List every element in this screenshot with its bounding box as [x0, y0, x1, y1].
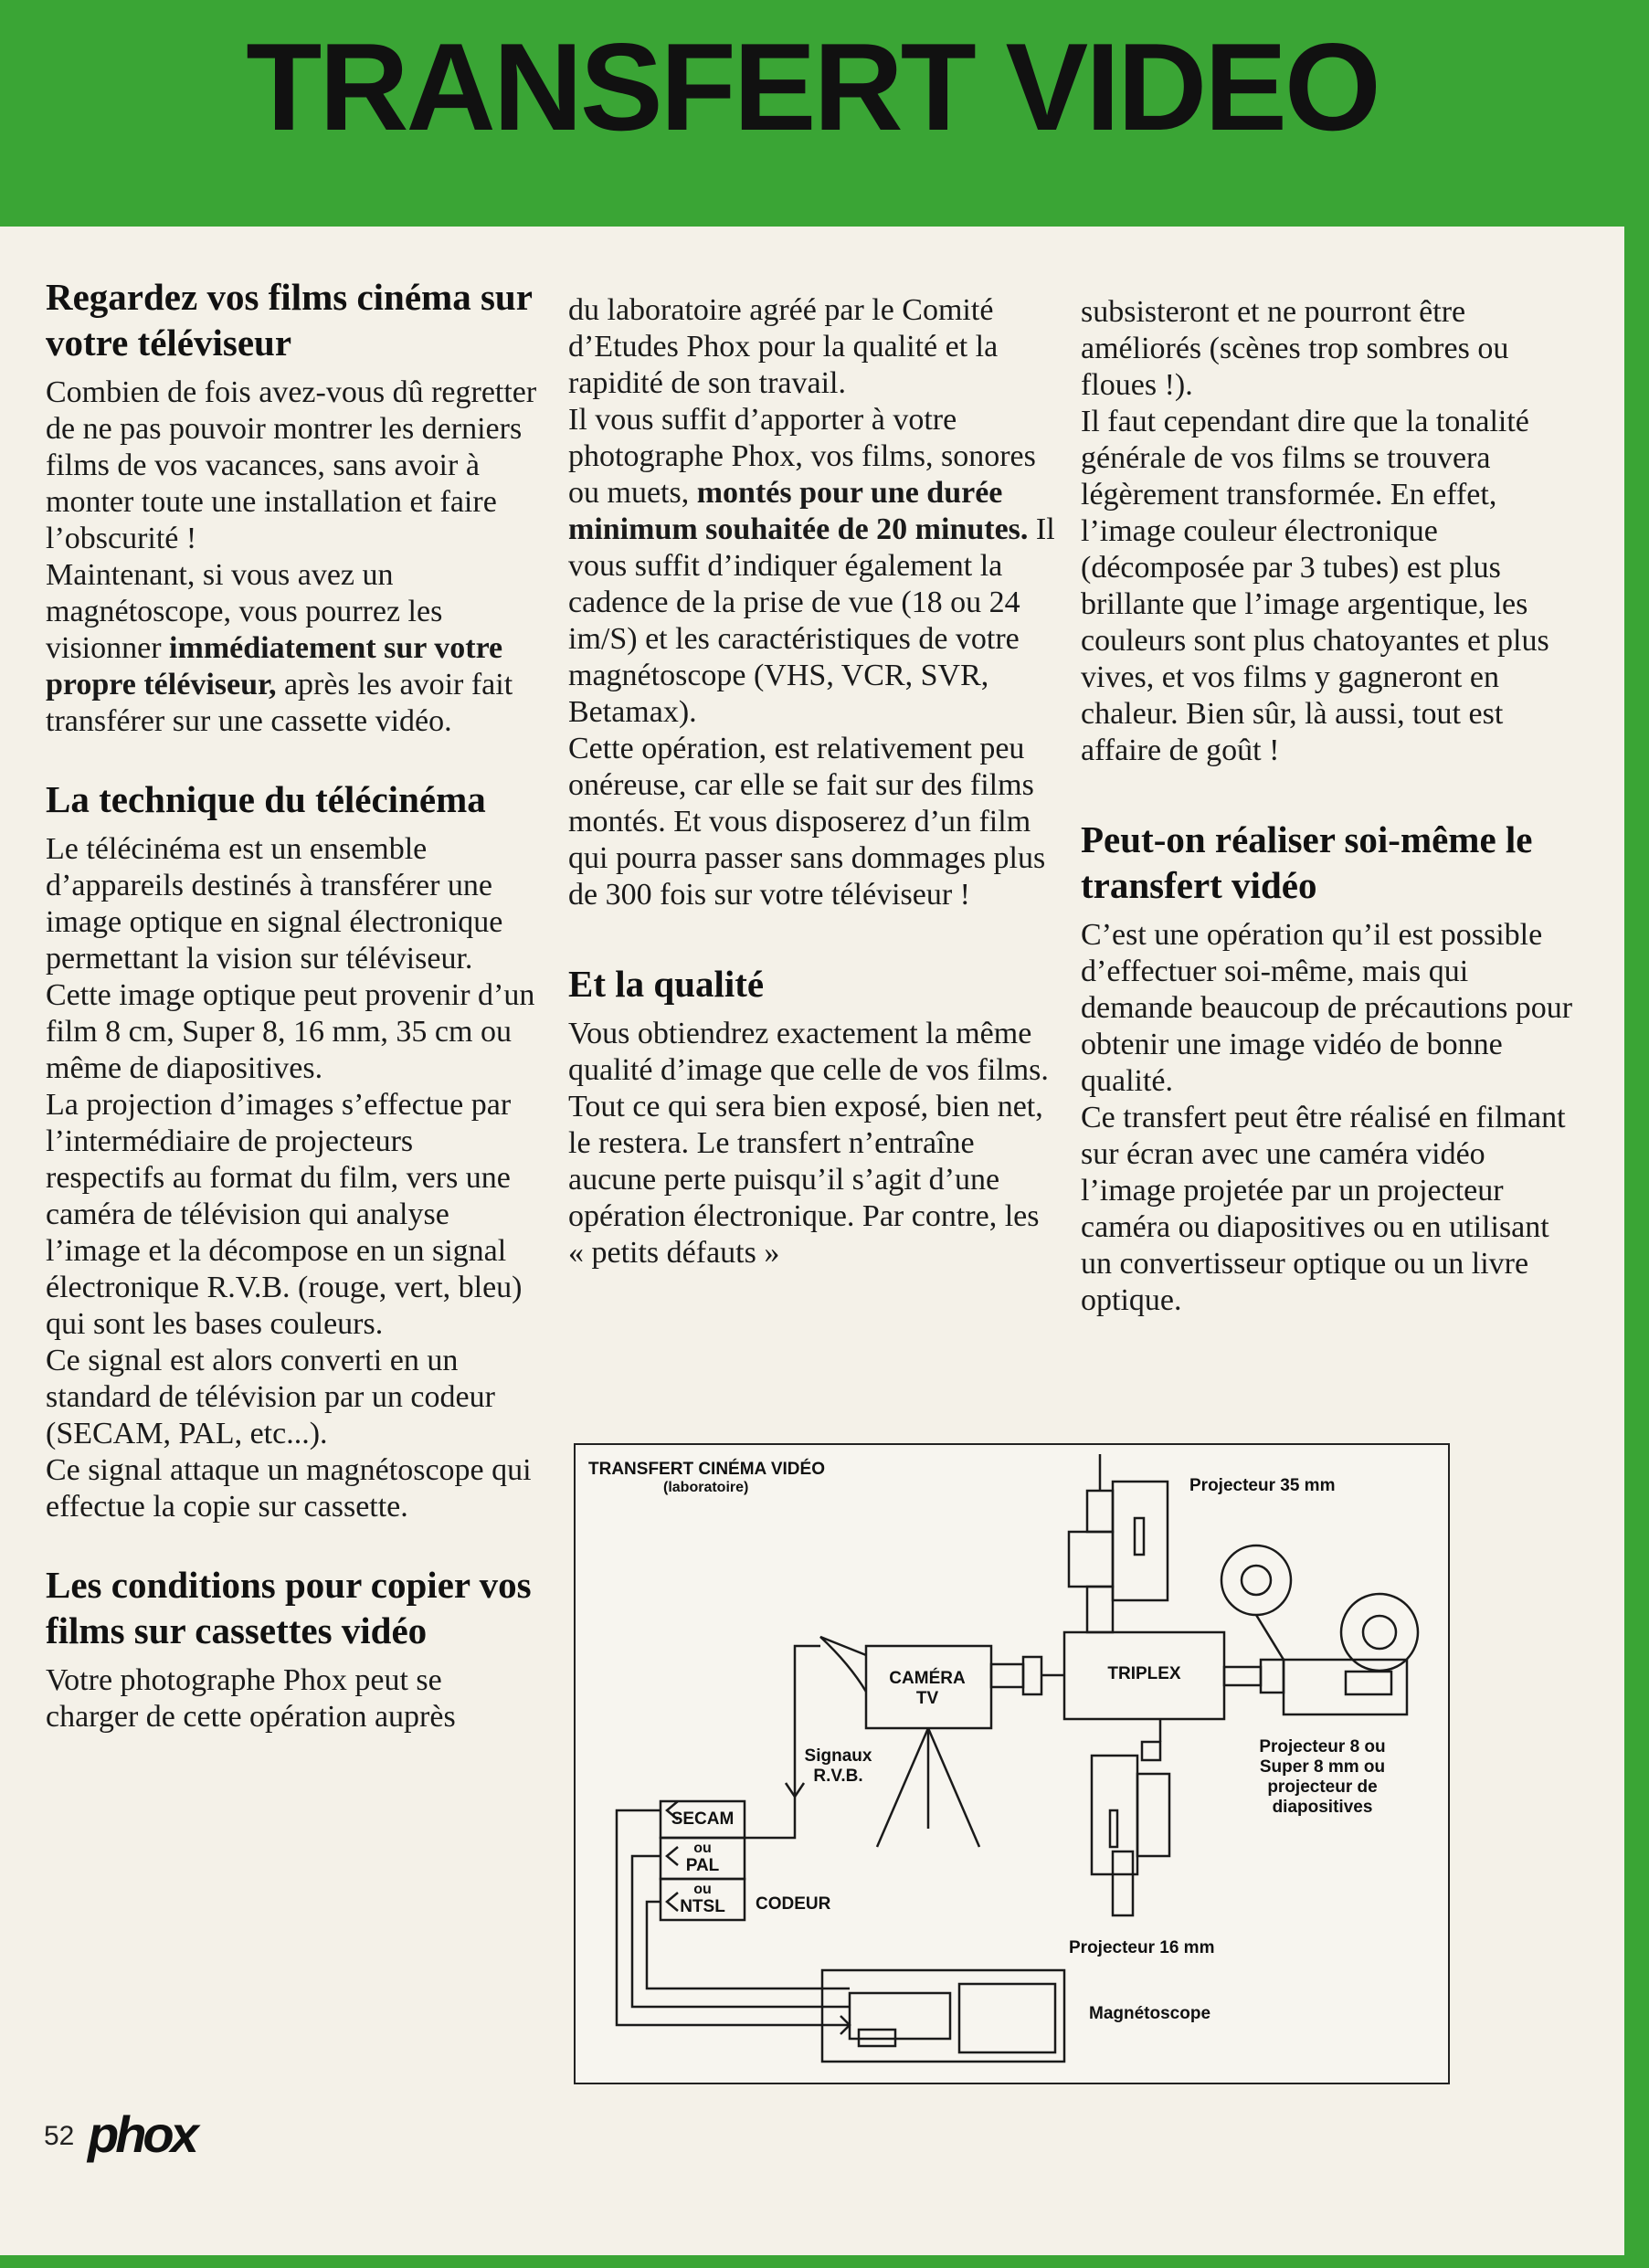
transfer-diagram	[574, 1443, 1450, 2084]
paragraph: Ce signal attaque un magnétoscope qui effectue la copie sur cassette.	[46, 1453, 532, 1524]
page-number: 52	[44, 2121, 75, 2151]
page-edge-stripe	[1624, 0, 1649, 2268]
label-codeur: CODEUR	[756, 1894, 831, 1914]
heading-soi-meme: Peut-on réaliser soi-même le transfert vidéo	[1081, 818, 1533, 906]
column-3	[1081, 294, 1579, 1319]
label-ntsl: NTSL	[680, 1897, 725, 1916]
phox-logo: phox	[88, 2105, 196, 2163]
paragraph: Le télécinéma est un ensemble d’appareils destinés à transférer une image optique en signal électronique permettant la vision sur téléviseur. Cette image optique peut provenir d’un film 8 cm, Super 8, 16 mm, 35 cm ou même de diapositives.	[46, 832, 535, 1085]
paragraph: du laboratoire agréé par le Comité d’Etudes Phox pour la qualité et la rapidité de son travail.	[568, 293, 999, 400]
paragraph: Il vous suffit d’apporter à votre photographe Phox, vos films, sonores ou muets, montés pour une durée minimum souhaitée de 20 minutes. Il vous suffit d’indiquer également la cadence de la prise de vue (18 ou 24 im/S) et les caractéristiques de votre magnétoscope (VHS, VCR, SVR, Betamax).	[568, 403, 1055, 729]
paragraph: Ce transfert peut être réalisé en filmant sur écran avec une caméra vidéo l’image projetée par un projecteur caméra ou diapositives ou en utilisant un convertisseur optique ou un livre optique.	[1081, 1101, 1566, 1317]
label-ou: ou	[693, 1882, 712, 1897]
column-2	[568, 292, 1062, 1271]
paragraph: subsisteront et ne pourront être améliorés (scènes trop sombres ou floues !).	[1081, 295, 1509, 402]
label-triplex: TRIPLEX	[1107, 1664, 1181, 1683]
paragraph: Maintenant, si vous avez un magnétoscope, vous pourrez les visionner immédiatement sur votre propre téléviseur, après les avoir fait transférer sur une cassette vidéo.	[46, 558, 513, 738]
heading-technique: La technique du télécinéma	[46, 778, 486, 820]
paragraph: Ce signal est alors converti en un standard de télévision par un codeur (SECAM, PAL, etc...).	[46, 1344, 495, 1450]
projector-8mm-icon	[1221, 1545, 1418, 1714]
label-projector-16mm: Projecteur 16 mm	[1069, 1938, 1215, 1957]
label-projector-35mm: Projecteur 35 mm	[1189, 1476, 1336, 1495]
label-ou: ou	[693, 1841, 712, 1856]
paragraph: Votre photographe Phox peut se charger de cette opération auprès	[46, 1663, 456, 1734]
label-magnetoscope: Magnétoscope	[1089, 2004, 1211, 2023]
vcr-icon	[822, 1970, 1064, 2062]
diagram-title: TRANSFERT CINÉMA VIDÉO	[588, 1460, 825, 1479]
label-projector-8mm: Projecteur 8 ou Super 8 mm ou projecteur de diapositives	[1259, 1737, 1386, 1817]
paragraph: La projection d’images s’effectue par l’intermédiaire de projecteurs respectifs au format du film, vers une caméra de télévision qui analyse l’image et la décompose en un signal électronique R.V.B. (rouge, vert, bleu) qui sont les bases couleurs.	[46, 1088, 523, 1341]
page-bottom-stripe	[0, 2255, 1649, 2268]
paragraph: Vous obtiendrez exactement la même qualité d’image que celle de vos films. Tout ce qui sera bien exposé, bien net, le restera. Le transfert n’entraîne aucune perte puisqu’il s’agit d’une opération électronique. Par contre, les « petits défauts »	[568, 1017, 1049, 1270]
label-camera-tv: CAMÉRA TV	[889, 1669, 966, 1708]
paragraph: Combien de fois avez-vous dû regretter de ne pas pouvoir montrer les derniers films de vos vacances, sans avoir à monter toute une installation et faire l’obscurité !	[46, 375, 537, 555]
diagram-subtitle: (laboratoire)	[663, 1480, 749, 1495]
heading-conditions: Les conditions pour copier vos films sur cassettes vidéo	[46, 1564, 532, 1651]
label-pal: PAL	[685, 1856, 720, 1875]
paragraph: C’est une opération qu’il est possible d’effectuer soi-même, mais qui demande beaucoup de précautions pour obtenir une image vidéo de bonne qualité.	[1081, 918, 1573, 1098]
page-title: TRANSFERT VIDEO	[246, 17, 1379, 156]
projector-16mm-icon	[1092, 1719, 1169, 1915]
paragraph: Cette opération, est relativement peu onéreuse, car elle se fait sur des films montés. Et vous disposerez d’un film qui pourra passer sans dommages plus de 300 fois sur votre téléviseur !	[568, 732, 1046, 912]
column-1	[46, 274, 539, 1735]
paragraph: Il faut cependant dire que la tonalité générale de vos films se trouvera légèrement transformée. En effet, l’image couleur électronique (décomposée par 3 tubes) est plus brillante que l’image argentique, les couleurs sont plus chatoyantes et plus vives, et vos films y gagneront en chaleur. Bien sûr, là aussi, tout est affaire de goût !	[1081, 405, 1549, 767]
lens-icon	[991, 1664, 1023, 1687]
rvb-signal-line	[745, 1646, 820, 1838]
heading-qualite: Et la qualité	[568, 963, 765, 1005]
label-secam: SECAM	[671, 1809, 735, 1829]
tripod-icon	[877, 1728, 928, 1847]
heading-regardez: Regardez vos films cinéma sur votre téléviseur	[46, 276, 533, 364]
label-signaux-rvb: Signaux R.V.B.	[804, 1746, 872, 1786]
projector-35mm-icon	[1069, 1454, 1168, 1632]
